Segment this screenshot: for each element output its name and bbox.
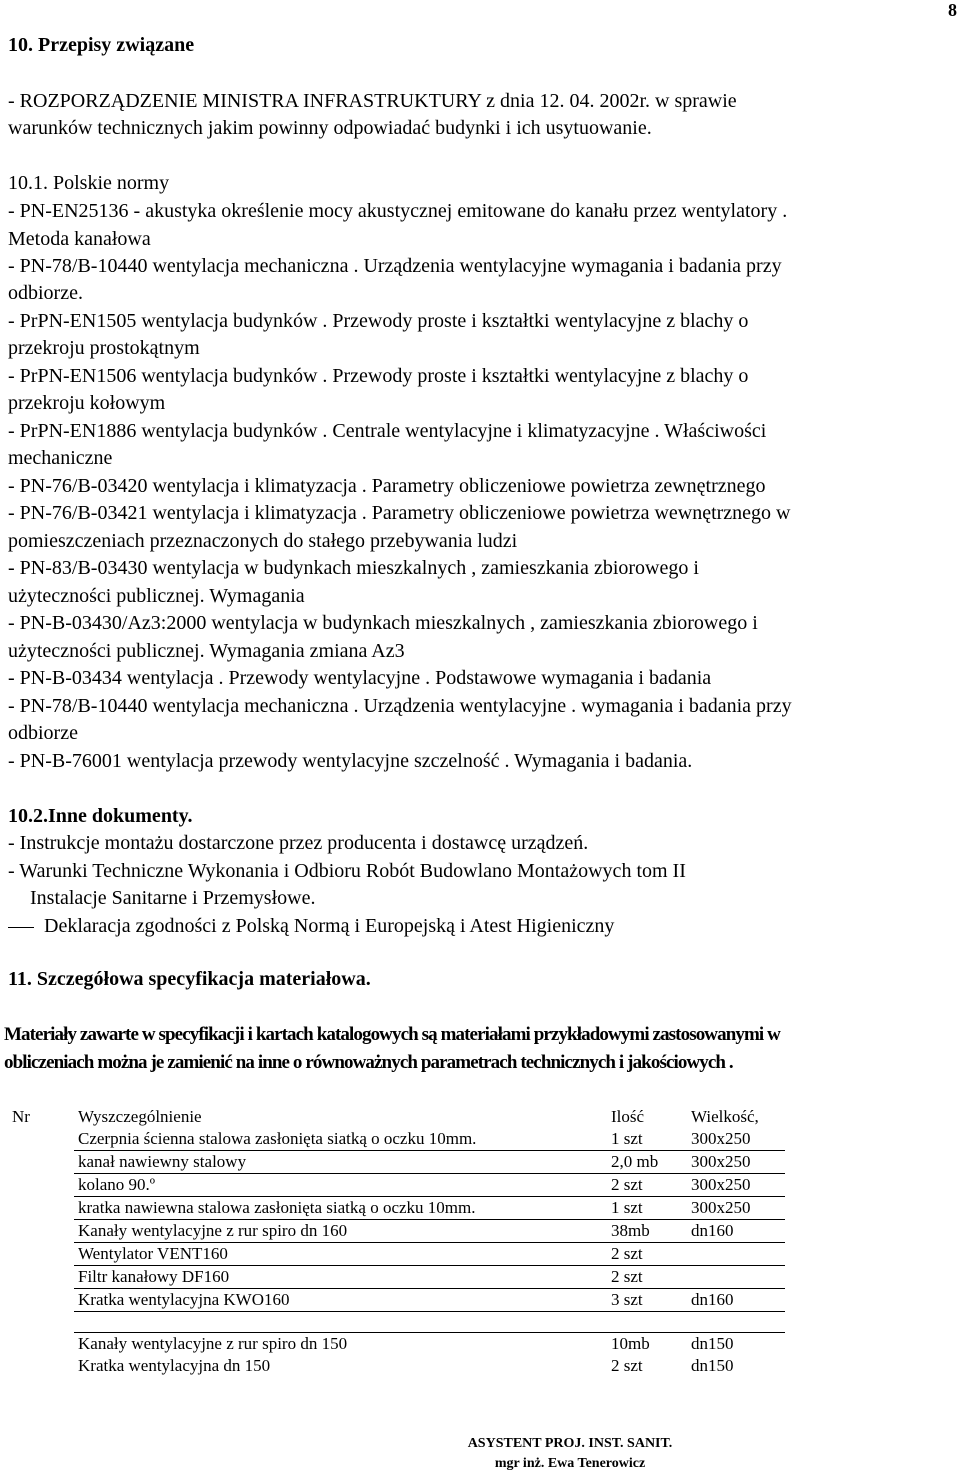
other-doc-line-1: - Instrukcje montażu dostarczone przez producenta i dostawcę urządzeń. — [8, 832, 589, 854]
header-qty: Ilość — [611, 1107, 645, 1126]
materials-note-line-1: Materiały zawarte w specyfikacji i kartach katalogowych są materiałami przykładowymi zastosowanymi w — [4, 1024, 780, 1045]
norm-line: przekroju prostokątnym — [8, 337, 200, 359]
footer-author: mgr inż. Ewa Tenerowicz — [494, 1456, 646, 1471]
row-name: Kratka wentylacyjna KWO160 — [74, 1289, 607, 1312]
norm-line: Metoda kanałowa — [8, 228, 151, 250]
norm-line: - PN-EN25136 - akustyka określenie mocy akustycznej emitowane do kanału przez wentylatory . — [8, 200, 788, 222]
row-qty: 3 szt — [607, 1289, 687, 1312]
row-name: Czerpnia ścienna stalowa zasłonięta siatką o oczku 10mm. — [74, 1128, 607, 1151]
norm-line: odbiorze. — [8, 282, 83, 304]
header-name: Wyszczególnienie — [78, 1107, 202, 1126]
row-name: kratka nawiewna stalowa zasłonięta siatką o oczku 10mm. — [74, 1197, 607, 1220]
other-doc-line-2: - Warunki Techniczne Wykonania i Odbioru Robót Budowlano Montażowych tom II — [8, 860, 686, 882]
norm-line: - PrPN-EN1506 wentylacja budynków . Przewody proste i kształtki wentylacyjne z blachy o — [8, 365, 749, 387]
section-10-title: 10. Przepisy związane — [8, 34, 195, 56]
norm-line: pomieszczeniach przeznaczonych do stałego przebywania ludzi — [8, 530, 518, 552]
row-qty: 2,0 mb — [607, 1151, 687, 1174]
materials-table — [8, 1106, 785, 1377]
norm-line: - PrPN-EN1886 wentylacja budynków . Centrale wentylacyjne i klimatyzacyjne . Właściwości — [8, 420, 767, 442]
row-name: Kanały wentylacyjne z rur spiro dn 160 — [74, 1220, 607, 1243]
row-size: 300x250 — [687, 1128, 785, 1151]
row-name: Kanały wentylacyjne z rur spiro dn 150 — [78, 1334, 348, 1353]
row-name: Filtr kanałowy DF160 — [74, 1266, 607, 1289]
row-qty: 2 szt — [607, 1243, 687, 1266]
row-size — [687, 1266, 785, 1289]
table-row — [8, 1197, 785, 1220]
materials-note-line-2: obliczeniach można je zamienić na inne o równoważnych parametrach technicznych i jakościowych . — [4, 1052, 733, 1073]
row-name: kanał nawiewny stalowy — [74, 1151, 607, 1174]
footer-title: ASYSTENT PROJ. INST. SANIT. — [467, 1436, 673, 1451]
norm-line: - PN-76/B-03421 wentylacja i klimatyzacja . Parametry obliczeniowe powietrza wewnętrznego w — [8, 502, 791, 524]
row-qty: 2 szt — [611, 1356, 643, 1375]
norm-line: przekroju kołowym — [8, 392, 166, 414]
norm-line: - PN-78/B-10440 wentylacja mechaniczna . Urządzenia wentylacyjne wymagania i badania przy — [8, 255, 782, 277]
other-doc-line-3: Instalacje Sanitarne i Przemysłowe. — [30, 887, 316, 909]
row-qty: 1 szt — [607, 1128, 687, 1151]
row-size: 300x250 — [687, 1197, 785, 1220]
row-qty: 38mb — [607, 1220, 687, 1243]
row-qty: 1 szt — [607, 1197, 687, 1220]
row-name: kolano 90.º — [74, 1174, 607, 1197]
row-size: dn160 — [687, 1289, 785, 1312]
row-size: 300x250 — [687, 1151, 785, 1174]
table-row — [8, 1289, 785, 1312]
row-size: 300x250 — [687, 1174, 785, 1197]
long-dash-icon — [8, 927, 34, 928]
row-size: dn160 — [687, 1220, 785, 1243]
page-number: 8 — [948, 0, 957, 20]
row-qty: 2 szt — [607, 1266, 687, 1289]
table-spacer-row — [8, 1312, 785, 1333]
table-row — [8, 1266, 785, 1289]
rozporzadzenie-line-1: - ROZPORZĄDZENIE MINISTRA INFRASTRUKTURY z dnia 12. 04. 2002r. w sprawie — [8, 90, 737, 112]
norm-line: - PN-76/B-03420 wentylacja i klimatyzacja . Parametry obliczeniowe powietrza zewnętrznego — [8, 475, 766, 497]
table-row — [8, 1333, 785, 1356]
other-doc-line-4-text: Deklaracja zgodności z Polską Normą i Europejską i Atest Higieniczny — [44, 915, 615, 937]
row-name: Wentylator VENT160 — [74, 1243, 607, 1266]
norm-line: - PN-B-03430/Az3:2000 wentylacja w budynkach mieszkalnych , zamieszkania zbiorowego i — [8, 612, 758, 634]
table-row — [8, 1151, 785, 1174]
section-11-title: 11. Szczegółowa specyfikacja materiałowa. — [8, 968, 371, 990]
norm-line: - PN-78/B-10440 wentylacja mechaniczna . Urządzenia wentylacyjne . wymagania i badania przy — [8, 695, 792, 717]
rozporzadzenie-line-2: warunków technicznych jakim powinny odpowiadać budynki i ich usytuowanie. — [8, 117, 652, 139]
row-size — [687, 1243, 785, 1266]
table-row — [8, 1243, 785, 1266]
row-qty: 2 szt — [607, 1174, 687, 1197]
other-doc-line-4 — [8, 915, 614, 937]
row-size: dn150 — [691, 1334, 734, 1353]
norm-line: użyteczności publicznej. Wymagania zmiana Az3 — [8, 640, 405, 662]
table-row — [8, 1128, 785, 1151]
norm-line: - PN-83/B-03430 wentylacja w budynkach mieszkalnych , zamieszkania zbiorowego i — [8, 557, 699, 579]
norm-line: - PrPN-EN1505 wentylacja budynków . Przewody proste i kształtki wentylacyjne z blachy o — [8, 310, 749, 332]
norm-line: mechaniczne — [8, 447, 113, 469]
row-name: Kratka wentylacyjna dn 150 — [78, 1356, 271, 1375]
row-qty: 10mb — [611, 1334, 650, 1353]
header-size: Wielkość, — [691, 1107, 759, 1126]
header-nr: Nr — [12, 1107, 30, 1126]
section-10-2-title: 10.2.Inne dokumenty. — [8, 805, 193, 827]
norm-line: odbiorze — [8, 722, 78, 744]
table-row — [8, 1220, 785, 1243]
table-row — [8, 1355, 785, 1377]
norm-line: - PN-B-03434 wentylacja . Przewody wentylacyjne . Podstawowe wymagania i badania — [8, 667, 712, 689]
row-size: dn150 — [691, 1356, 734, 1375]
table-row — [8, 1174, 785, 1197]
norm-line: - PN-B-76001 wentylacja przewody wentylacyjne szczelność . Wymagania i badania. — [8, 750, 693, 772]
table-header-row — [8, 1106, 785, 1128]
section-10-1-title: 10.1. Polskie normy — [8, 172, 170, 194]
norm-line: użyteczności publicznej. Wymagania — [8, 585, 305, 607]
